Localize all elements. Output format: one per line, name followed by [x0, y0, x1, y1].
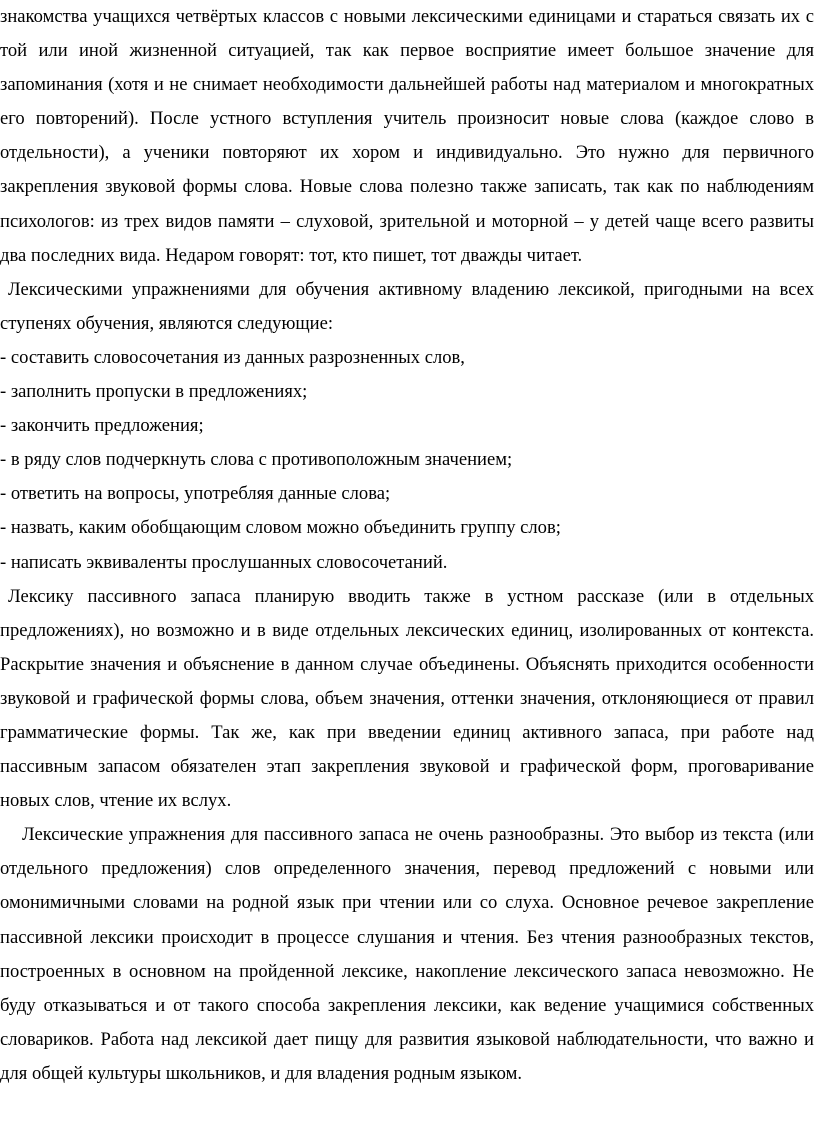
list-item: - закончить предложения; — [0, 415, 204, 437]
list-item: - написать эквиваленты прослушанных словосочетаний. — [0, 551, 448, 573]
paragraph-3: Лексику пассивного запаса планирую вводить также в устном рассказе (или в отдельных предложениях), но возможно и в виде отдельных лексических единиц, изолированных от контекста. Раскрытие значения и объяснение в данном случае объединены. Объяснять приходится особенности звуковой и графической формы слова, объем значения, оттенки значения, отклоняющиеся от правил грамматические формы. Так же, как при введении единиц активного запаса, при работе над пассивным запасом обязателен этап закрепления звуковой и графической форм, проговаривание новых слов, чтение их вслух. — [0, 585, 814, 812]
list-item: - составить словосочетания из данных разрозненных слов, — [0, 346, 465, 368]
paragraph-2: Лексическими упражнениями для обучения активному владению лексикой, пригодными на всех ступенях обучения, являются следующие: — [0, 278, 814, 334]
exercise-list — [0, 341, 814, 580]
paragraph-4: Лексические упражнения для пассивного запаса не очень разнообразны. Это выбор из текста (или отдельного предложения) слов определенного значения, перевод предложений с новыми или омонимичными словами на родной язык при чтении или со слуха. Основное речевое закрепление пассивной лексики происходит в процессе слушания и чтения. Без чтения разнообразных текстов, построенных в основном на пройденной лексике, накопление лексического запаса невозможно. Не буду отказываться и от такого способа закрепления лексики, как ведение учащимися собственных словариков. Работа над лексикой дает пищу для развития языковой наблюдательности, что важно и для общей культуры школьников, и для владения родным языком. — [0, 824, 814, 1084]
list-item: - назвать, каким обобщающим словом можно объединить группу слов; — [0, 517, 561, 539]
list-item: - в ряду слов подчеркнуть слова с противоположным значением; — [0, 449, 513, 471]
list-item: - заполнить пропуски в предложениях; — [0, 381, 308, 403]
paragraph-1: знакомства учащихся четвёртых классов с новыми лексическими единицами и стараться связать их с той или иной жизненной ситуацией, так как первое восприятие имеет большое значение для запоминания (хотя и не снимает необходимости дальнейшей работы над материалом и многократных его повторений). После устного вступления учитель произносит новые слова (каждое слово в отдельности), а ученики повторяют их хором и индивидуально. Это нужно для первичного закрепления звуковой формы слова. Новые слова полезно также записать, так как по наблюдениям психологов: из трех видов памяти – слуховой, зрительной и моторной – у детей чаще всего развиты два последних вида. Недаром говорят: тот, кто пишет, тот дважды читает. — [0, 6, 814, 266]
list-item: - ответить на вопросы, употребляя данные слова; — [0, 483, 391, 505]
